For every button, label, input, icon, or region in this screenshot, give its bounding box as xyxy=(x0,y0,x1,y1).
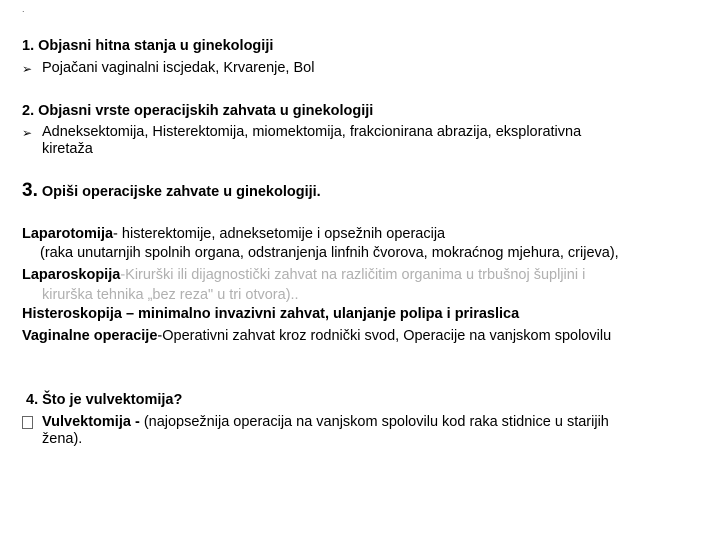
question-4-heading: 4. Što je vulvektomija? xyxy=(26,392,183,408)
laparotomija-definition: - histerektomije, adneksetomije i opsežnih operacija xyxy=(113,226,446,242)
question-3-title: Opiši operacijske zahvate u ginekologiji. xyxy=(41,184,321,200)
question-1-heading: 1. Objasni hitna stanja u ginekologiji xyxy=(22,38,274,54)
vulvektomija-definition: (najopsežnija operacija na vanjskom spolovilu kod raka stidnice u starijih xyxy=(143,414,609,430)
vaginalne-operacije-definition: -Operativni zahvat kroz rodnički svod, Operacije na vanjskom spolovilu xyxy=(157,328,612,344)
question-3-heading xyxy=(22,180,321,202)
missing-glyph-bullet-icon xyxy=(22,416,33,429)
question-2-answer-line-1: Adneksektomija, Histerektomija, miomektomija, frakcionirana abrazija, eksplorativna xyxy=(42,124,582,140)
histeroskopija-line: Histeroskopija – minimalno invazivni zahvat, ulanjanje polipa i priraslica xyxy=(22,306,520,322)
arrow-bullet-icon: ➢ xyxy=(22,126,33,140)
vulvektomija-term: Vulvektomija - xyxy=(42,414,144,430)
corner-dot: . xyxy=(22,4,25,14)
laparoskopija-line xyxy=(22,267,585,283)
laparotomija-line xyxy=(22,226,445,242)
question-2-heading: 2. Objasni vrste operacijskih zahvata u ginekologiji xyxy=(22,103,374,119)
laparoskopija-definition: -Kirurški ili dijagnostički zahvat na različitim organima u trbušnoj šupljini i xyxy=(120,267,586,283)
laparotomija-definition-line-2: (raka unutarnjih spolnih organa, odstranjenja linfnih čvorova, mokraćnog mjehura, crijeva), xyxy=(40,245,619,261)
arrow-bullet-icon: ➢ xyxy=(22,62,33,76)
vaginalne-operacije-term: Vaginalne operacije xyxy=(22,328,158,344)
question-3-number: 3. xyxy=(22,180,38,201)
laparoskopija-definition-line-2: kirurška tehnika „bez reza" u tri otvora).. xyxy=(42,287,299,303)
question-1-answer: Pojačani vaginalni iscjedak, Krvarenje, Bol xyxy=(42,60,315,76)
question-4-answer-line-2: žena). xyxy=(42,431,83,447)
question-2-answer-line-2: kiretaža xyxy=(42,141,93,157)
vaginalne-operacije-line xyxy=(22,328,611,344)
question-4-answer xyxy=(42,414,609,430)
laparotomija-term: Laparotomija xyxy=(22,226,114,242)
laparoskopija-term: Laparoskopija xyxy=(22,267,121,283)
